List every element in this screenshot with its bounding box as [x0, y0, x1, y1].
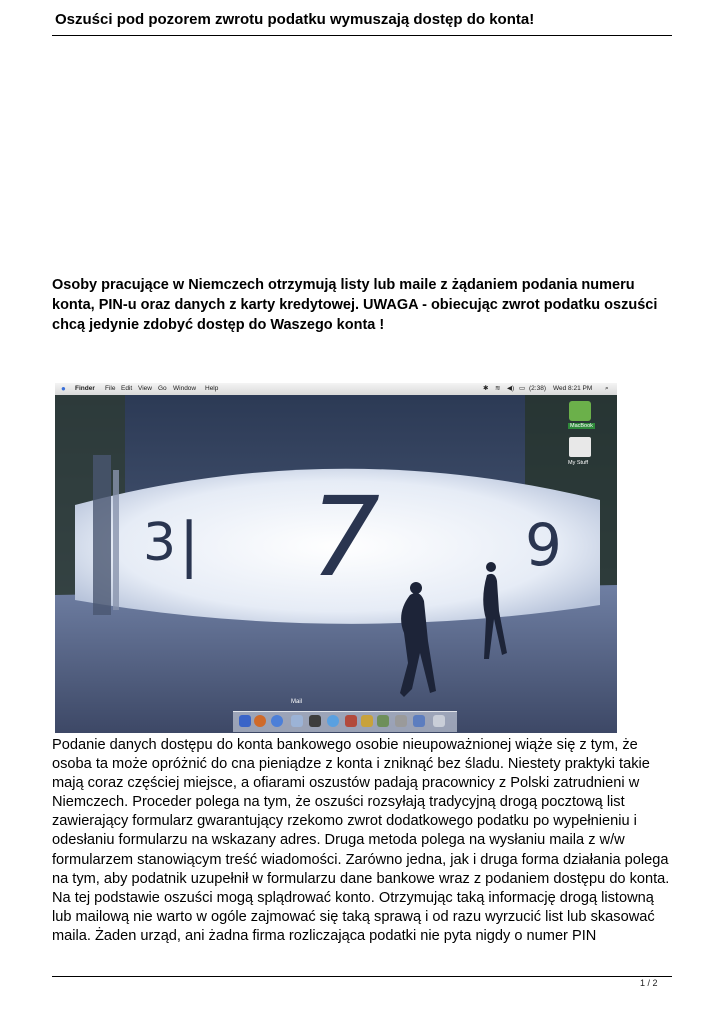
- wall-digit-3: 3: [143, 513, 177, 573]
- wall-digit-1: |: [179, 510, 200, 580]
- footer-divider: [52, 976, 672, 977]
- itunes-dock-icon: [327, 715, 339, 727]
- macbook-drive-icon: [569, 401, 591, 421]
- desktop-label-macbook: MacBook: [570, 423, 593, 429]
- menu-file: File: [105, 385, 116, 392]
- menu-finder: Finder: [75, 385, 95, 392]
- desktop-wallpaper: [55, 395, 617, 733]
- app-dock-icon-2: [377, 715, 389, 727]
- battery-icon: ▭: [519, 385, 526, 392]
- bluetooth-icon: ✱: [483, 385, 489, 392]
- volume-icon: ◀): [507, 385, 515, 392]
- menu-help: Help: [205, 385, 219, 392]
- menubar-clock: Wed 8:21 PM: [553, 385, 593, 392]
- lead-paragraph: Osoby pracujące w Niemczech otrzymują listy lub maile z żądaniem podania numeru konta, PIN-u oraz danych z karty kredytowej. UWAGA - obiecując zwrot podatku oszuści chcą jedynie zdobyć dostęp do Waszego konta !: [52, 277, 658, 333]
- firefox-dock-icon: [254, 715, 266, 727]
- calendar-dock-icon: [345, 715, 357, 727]
- desktop-label-mystuff: My Stuff: [568, 460, 589, 466]
- page-number: 1 / 2: [640, 978, 658, 988]
- apple-icon: ●: [61, 384, 66, 393]
- menu-window: Window: [173, 385, 197, 392]
- menu-go: Go: [158, 385, 167, 392]
- app-dock-icon: [361, 715, 373, 727]
- preferences-dock-icon: [395, 715, 407, 727]
- menu-view: View: [138, 385, 152, 392]
- safari-dock-icon: [271, 715, 283, 727]
- photos-dock-icon: [309, 715, 321, 727]
- wall-digit-7: 7: [310, 473, 380, 601]
- document-header-title: Oszuści pod pozorem zwrotu podatku wymuszają dostęp do konta!: [55, 11, 535, 28]
- menu-edit: Edit: [121, 385, 133, 392]
- mac-menubar: [55, 383, 617, 395]
- dock-hover-label: Mail: [291, 699, 303, 705]
- spotlight-icon: ⌕: [605, 385, 609, 392]
- folder-icon: [569, 437, 591, 457]
- article-screenshot: [55, 383, 617, 733]
- body-paragraph: Podanie danych dostępu do konta bankowego osobie nieupoważnionej wiąże się z tym, że osoba ta może opróżnić do cna pieniądze z konta i zniknąć bez śladu. Niestety praktyki takie mają coraz częściej miejsce, a ofiarami oszustów padają pracownicy z Polski zatrudnieni w Niemczech. Proceder polega na tym, że oszuści rozsyłają tradycyjną drogą pocztową list zawierający formularz gwarantujący rzekomo zwrot dodatkowego podatku po wypełnieniu i odesłaniu formularzu na wskazany adres. Druga metoda polega na wysłaniu maila z w/w formularzem stanowiącym treść wiadomości. Zarówno jedna, jak i druga forma działania polega na tym, aby podatnik uzupełnił w formularzu dane bankowe wraz z podaniem dostępu do konta. Na tej podstawie oszuści mogą splądrować konto. Otrzymując taką informację drogą listowną lub mailową nie warto w ogóle zajmować się taką sprawą i od razu wyrzucić list lub skasować maila. Żaden urząd, ani żadna firma rozliczająca podatki nie pyta nigdy o numer PIN: [52, 737, 670, 944]
- finder-dock-icon: [239, 715, 251, 727]
- mail-dock-icon: [291, 715, 303, 727]
- downloads-dock-icon: [413, 715, 425, 727]
- battery-time: (2:38): [529, 385, 546, 392]
- trash-dock-icon: [433, 715, 445, 727]
- wall-digit-9: 9: [525, 511, 562, 579]
- wifi-icon: ≋: [495, 385, 501, 392]
- header-divider: [52, 35, 672, 36]
